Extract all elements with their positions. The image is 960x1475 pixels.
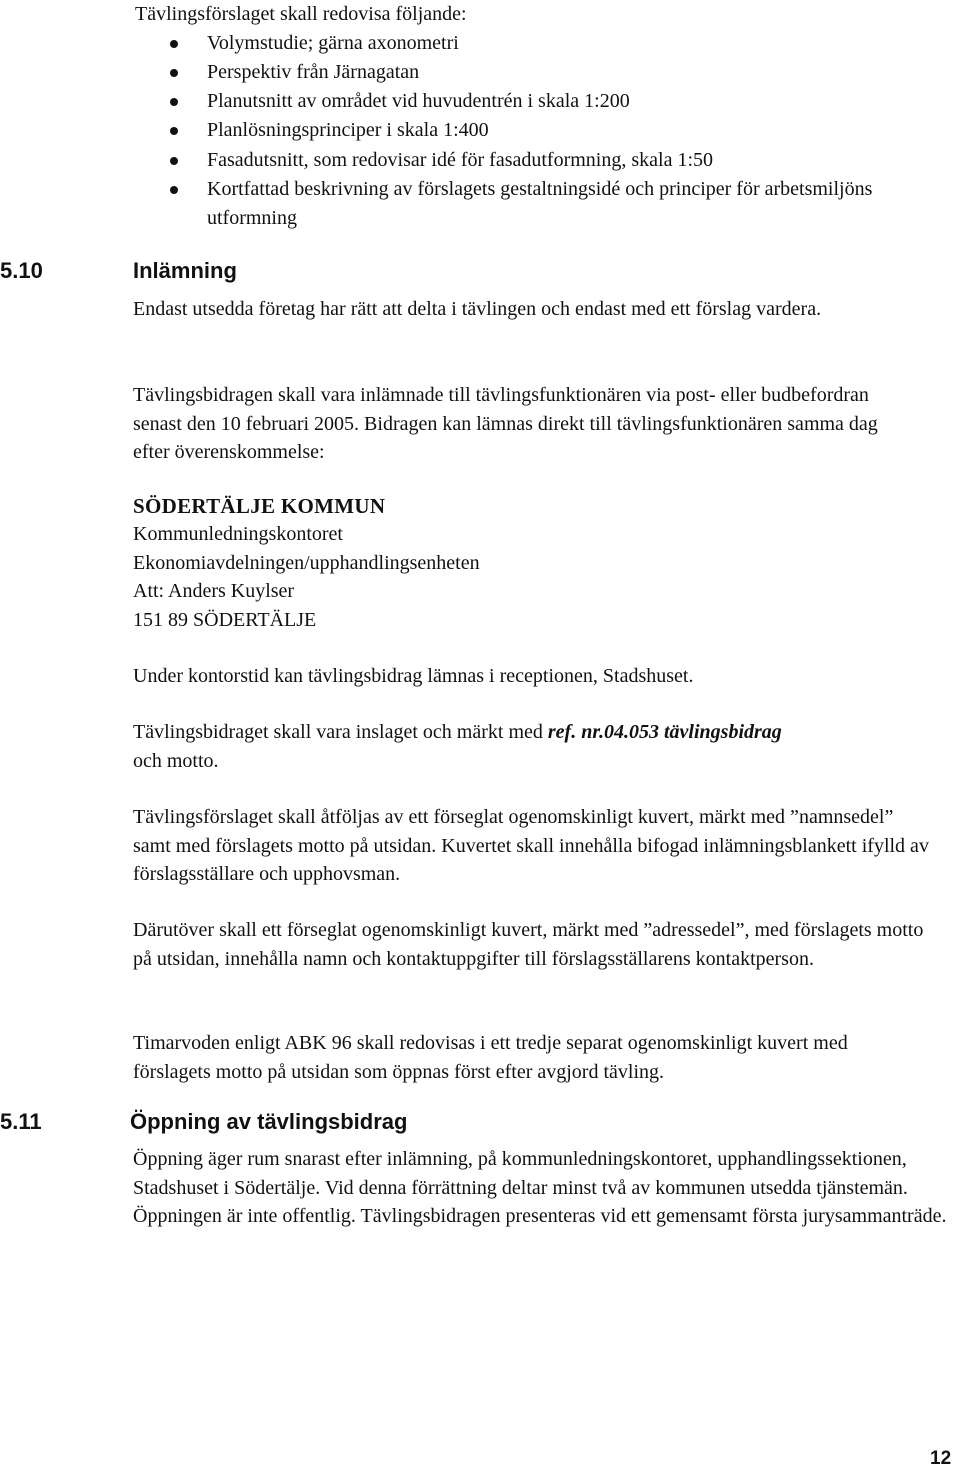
address-unit: Ekonomiavdelningen/upphandlingsenheten [133,551,480,574]
bullet-icon [170,98,178,106]
labeling-paragraph [133,718,933,775]
labeling-text-end: och motto. [133,749,219,772]
bullet-icon [170,69,178,77]
fee-envelope-paragraph: Timarvoden enligt ABK 96 skall redovisas i ett tredje separat ogenomskinligt kuvert med förslagets motto på utsidan som öppnas först efter avgjord tävling. [133,1032,848,1083]
bullet-icon [170,40,178,48]
address-organization: SÖDERTÄLJE KOMMUN [133,494,386,518]
reference-number: ref. nr.04.053 tävlingsbidrag [547,721,782,743]
name-envelope-paragraph: Tävlingsförslaget skall åtföljas av ett förseglat ogenomskinligt kuvert, märkt med ”namnsedel” samt med förslagets motto på utsidan. Kuvertet skall innehålla bifogad inlämningsblankett ifylld av förslagsställare och upphovsman. [133,806,929,885]
section-number: 5.11 [0,1109,42,1134]
section-title: Inlämning [133,258,237,283]
opening-paragraph: Öppning äger rum snarast efter inlämning, på kommunledningskontoret, upphandlingssektionen, Stadshuset i Södertälje. Vid denna förrättning deltar minst två av kommunen utsedda tjänstemän. Öppningen är inte offentlig. Tävlingsbidragen presenteras vid ett gemensamt första jurysammanträde. [133,1148,947,1227]
address-postal: 151 89 SÖDERTÄLJE [133,608,317,631]
intro-text: Tävlingsförslaget skall redovisa följande: [135,3,467,25]
submission-paragraph: Tävlingsbidragen skall vara inlämnade till tävlingsfunktionären via post- eller budbefordran senast den 10 februari 2005. Bidragen kan lämnas direkt till tävlingsfunktionären samma dag efter överenskommelse: [133,384,878,463]
address-attention: Att: Anders Kuylser [133,580,295,602]
labeling-text: Tävlingsbidraget skall vara inslaget och märkt med [133,721,548,743]
section-number: 5.10 [0,258,43,283]
bullet-icon [170,157,178,165]
bullet-icon [170,186,178,194]
section-title: Öppning av tävlingsbidrag [130,1109,408,1134]
address-envelope-paragraph: Därutöver skall ett förseglat ogenomskinligt kuvert, märkt med ”adressedel”, med förslagets motto på utsidan, innehålla namn och kontaktuppgifter till förslagsställarens kontaktperson. [133,919,924,970]
eligibility-paragraph: Endast utsedda företag har rätt att delta i tävlingen och endast med ett förslag vardera. [133,298,822,320]
page-number: 12 [930,1448,952,1469]
bullet-icon [170,127,178,135]
address-block [133,492,480,634]
reception-paragraph: Under kontorstid kan tävlingsbidrag lämnas i receptionen, Stadshuset. [133,665,694,687]
address-department: Kommunledningskontoret [133,523,343,545]
